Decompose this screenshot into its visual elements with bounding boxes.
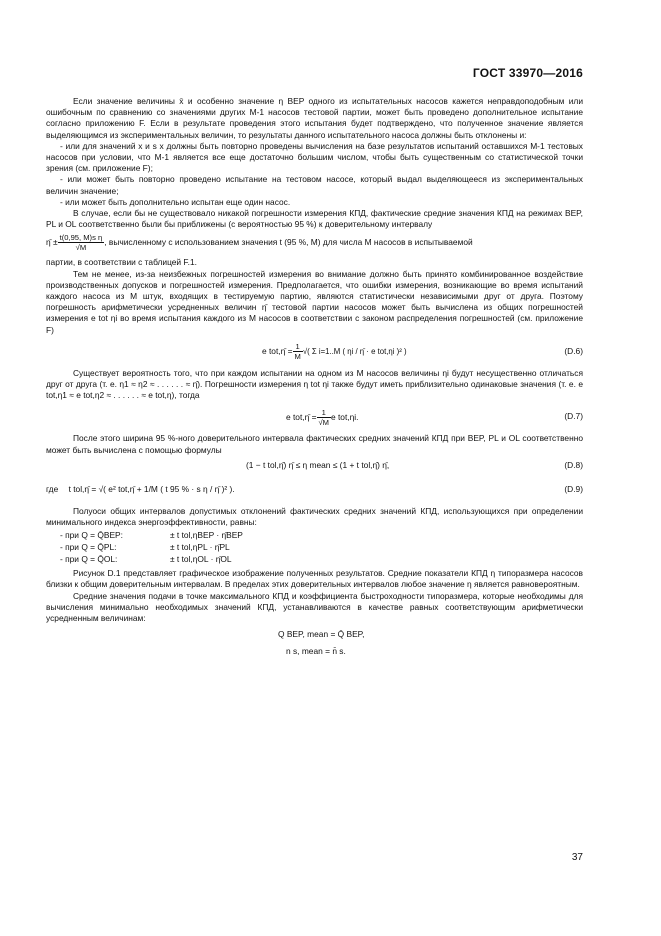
formula-body: e tot,ηi.: [331, 411, 359, 422]
formula-d7: [46, 403, 583, 431]
interval-tail: , вычисленному с использованием значения t (95 %, M) для числа M насосов в испытываемой: [104, 236, 473, 247]
formula-d8: [46, 458, 583, 474]
interval-prefix: η̄ ±: [46, 236, 58, 247]
fraction-denominator: √M: [318, 417, 329, 427]
fraction-numerator: 1: [317, 408, 332, 418]
formula-number: (D.6): [564, 345, 583, 356]
fraction-numerator: 1: [293, 342, 303, 352]
tolerance-value: ± t tol,ηBEP · η̄BEP: [170, 530, 243, 541]
where-label: где: [46, 483, 59, 494]
formula-d6: [46, 338, 583, 366]
paragraph: Полуоси общих интервалов допустимых отклонений фактических средних значений КПД, использующихся при определении минимального индекса энергоэффективности, равны:: [46, 505, 583, 528]
list-item: - или может быть дополнительно испытан еще один насос.: [60, 196, 291, 207]
tolerance-value: ± t tol,ηPL · η̄PL: [170, 542, 230, 553]
formula-ns-mean: [46, 644, 583, 660]
paragraph: В случае, если бы не существовало никакой погрешности измерения КПД, фактические средние значения КПД на режимах BEP, PL и OL соответственно были бы приближены (с вероятностью 95 %) к доверительному интервалу: [46, 208, 583, 230]
document-body: [46, 96, 583, 662]
paragraph: Тем не менее, из-за неизбежных погрешностей измерения во внимание должно быть принято комбинированное воздействие производственных допусков и погрешностей измерения. Предполагается, что ошибки измерения, возникающие во время испытаний каждого насоса из M штук, входящих в тестируемую партию, являются статистически независимыми друг от друга. Поэтому погрешность арифметически усредненных величин η̄ тестовой партии насосов может быть вычислена из общих погрешностей измерения e tot ηi во время испытания каждого из M насосов в соответствии с законом распределения погрешностей (см. приложение F): [46, 268, 583, 335]
tolerance-row: [46, 542, 583, 554]
page-number: 37: [571, 852, 583, 863]
fraction-denominator: M: [294, 352, 301, 362]
paragraph: Существует вероятность того, что при каждом испытании на одном из M насосов величины ηi будут несущественно отличаться друг от друга (т. е. η1 ≈ η2 ≈ . . . . . . ≈ η̄). Погрешности измерения η tot ηi также будут иметь приблизительно одинаковые значения (т. е. e tot,η1 ≈ e tot,η2 ≈ . . . . . . ≈ e tot,η), тогда: [46, 367, 583, 401]
paragraph: После этого ширина 95 %-ного доверительного интервала фактических средних значений КПД при BEP, PL и OL соответственно может быть вычислена с помощью формулы: [46, 433, 583, 455]
tolerance-row: [46, 530, 583, 542]
tolerance-condition: - при Q = Q̄PL:: [60, 542, 117, 553]
formula-body: (1 − t tol,η̄) η̄ ≤ η mean ≤ (1 + t tol,η̄) η̄,: [246, 459, 390, 470]
formula-fraction: [293, 342, 303, 361]
paragraph: Если значение величины x̄ и особенно значение η BEP одного из испытательных насосов кажется неправдоподобным или ошибочным по сравнению со значениями других M-1 насосов тестовой партии, может быть проведено дополнительное испытание согласно приложению F. Если в результате проведения этого испытания будет подтверждено, что полученное значение является выделяющимся из экспериментальных величин, то результаты данного испытательного насоса должны быть отклонены и:: [46, 96, 583, 140]
tolerance-row: [46, 554, 583, 566]
formula-body: Q BEP, mean = Q̄ BEP,: [278, 629, 365, 640]
tolerance-condition: - при Q = Q̄BEP:: [60, 530, 123, 541]
tolerance-value: ± t tol,ηOL · η̄OL: [170, 554, 232, 565]
interval-fraction: [58, 233, 105, 252]
tolerance-list: [46, 530, 583, 566]
paragraph: Рисунок D.1 представляет графическое изображение полученных результатов. Средние показатели КПД η типоразмера насосов близки к общим доверительным интервалам. В пределах этих доверительных интервалов любое значение η является равновероятным.: [46, 568, 583, 590]
list-item: - или для значений x и s x должны быть повторно проведены вычисления на базе результатов испытаний оставшихся M-1 тестовых насосов при условии, что M-1 является все еще достаточно большим числом, чтобы быть существенным со статистической точки зрения (см. приложение F);: [46, 140, 583, 174]
formula-number: (D.9): [564, 483, 583, 494]
formula-lhs: e tot,η̄ =: [262, 346, 293, 357]
formula-number: (D.8): [564, 459, 583, 470]
formula-lhs: e tot,η̄ =: [286, 411, 317, 422]
paragraph: партии, в соответствии с таблицей F.1.: [46, 257, 197, 268]
paragraph: Средние значения подачи в точке максимального КПД и коэффициента быстроходности типоразмера, которые необходимы для вычисления минимально необходимых значений КПД, устанавливаются в качестве равных соответствующим арифметически усредненным величинам:: [46, 590, 583, 624]
tolerance-condition: - при Q = Q̄OL:: [60, 554, 118, 565]
interval-denominator: √M: [75, 242, 87, 252]
formula-number: (D.7): [564, 411, 583, 422]
list-item: - или может быть повторно проведено испытание на тестовом насосе, который выдал выделяющееся из экспериментальных величин значение;: [46, 174, 583, 196]
document-header: ГОСТ 33970—2016: [472, 66, 583, 80]
formula-body: t tol,η̄ = √( e² tot,η̄ + 1/M ( t 95 % · s η / η̄ )² ).: [68, 483, 235, 494]
formula-body: n s, mean = n̄ s.: [286, 646, 346, 657]
formula-fraction: [317, 408, 332, 427]
formula-d9: [46, 476, 583, 504]
interval-numerator: t(0,95, M)s η: [59, 232, 103, 242]
formula-body: √( Σ i=1..M ( ηi / η̄ · e tot,ηi )² ): [302, 347, 407, 357]
interval-line: [46, 230, 583, 254]
formula-q-mean: [46, 626, 583, 642]
